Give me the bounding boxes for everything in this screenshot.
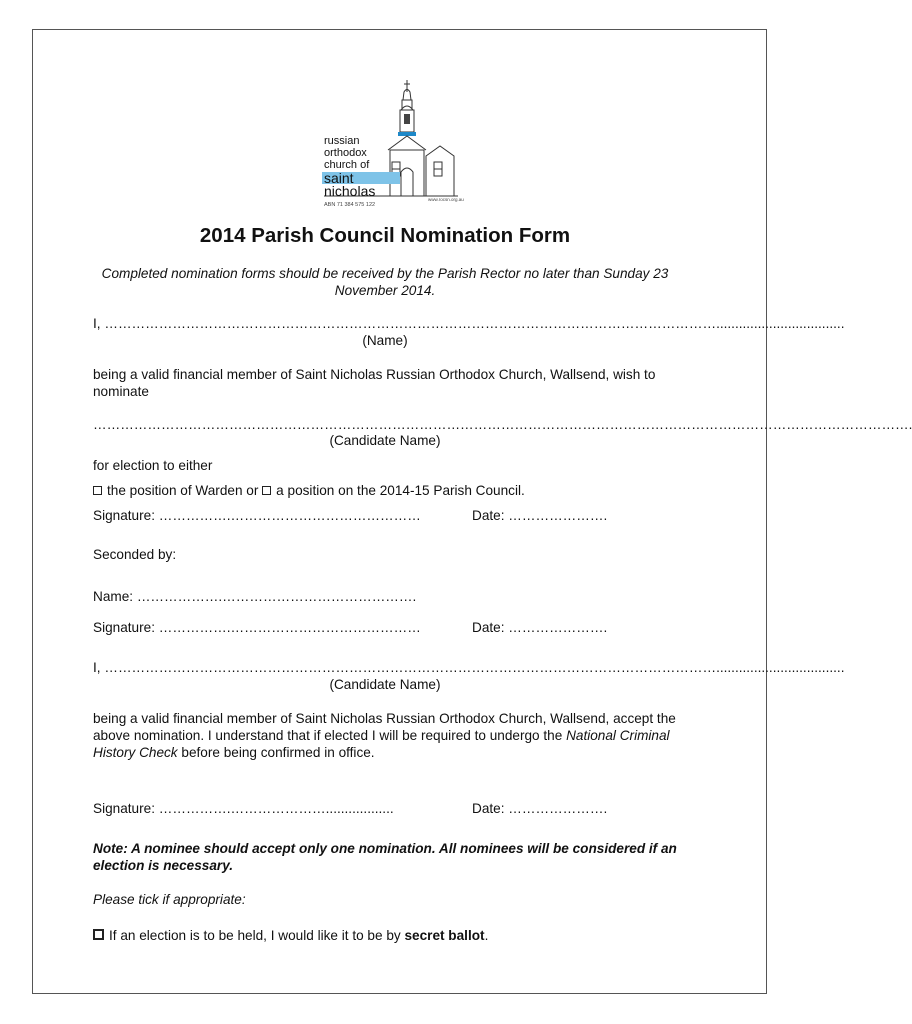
logo-line-church-of: church of [324,159,370,171]
acceptance-candidate-caption: (Candidate Name) [329,677,441,692]
nomination-note: Note: A nominee should accept only one nomination. All nominees will be considered if an election is necessary. [93,841,677,873]
seconder-name-line[interactable]: Name: ……………….……………………………………. [93,589,417,604]
logo-line-saint: saint [324,170,354,186]
secret-ballot-option: If an election is to be held, I would like it to be by secret ballot. [93,927,488,944]
nominator-date-line[interactable]: Date: …………………. [472,508,608,523]
name-caption: (Name) [362,333,408,348]
nominator-name-line[interactable]: I, ……………………………………………………………………………………………………………………….................................. [93,316,845,331]
nominator-signature-line[interactable]: Signature: …………….…………………………………… [93,508,421,523]
seconded-heading: Seconded by: [93,547,177,562]
logo-website: www.rocsn.org.au [428,197,464,202]
warden-checkbox[interactable] [93,486,102,495]
seconder-signature-line[interactable]: Signature: …………….…………………………………… [93,620,421,635]
intro-text: Completed nomination forms should be received by the Parish Rector no later than Sunday 23 November 2014. [101,266,669,298]
logo-line-nicholas: nicholas [324,183,376,199]
church-logo [318,78,466,214]
logo-line-orthodox: orthodox [324,147,367,159]
logo-line-russian: russian [324,135,360,147]
acceptance-name-line[interactable]: I, ……………………………………………………………………………………………………………………….................................. [93,660,845,675]
secret-ballot-checkbox[interactable] [93,929,104,940]
acceptance-signature-line[interactable]: Signature: …………….………………….................. [93,801,394,816]
candidate-name-line[interactable]: ………………………………………………………………………………………………………………………………………………………………. [93,417,912,432]
tick-prompt: Please tick if appropriate: [93,892,246,907]
election-options: the position of Warden or a position on the 2014-15 Parish Council. [93,482,525,499]
acceptance-date-line[interactable]: Date: …………………. [472,801,608,816]
page-title: 2014 Parish Council Nomination Form [199,224,571,247]
seconder-date-line[interactable]: Date: …………………. [472,620,608,635]
nominator-statement: being a valid financial member of Saint Nicholas Russian Orthodox Church, Wallsend, wish to nominate [93,367,656,399]
logo-abn: ABN 71 384 575 122 [324,202,376,208]
election-intro: for election to either [93,458,213,473]
candidate-name-caption: (Candidate Name) [329,433,441,448]
acceptance-statement: being a valid financial member of Saint Nicholas Russian Orthodox Church, Wallsend, accept the above nomination. I understand that if elected I will be required to undergo the National Criminal History Check before being confirmed in office. [93,711,676,760]
council-checkbox[interactable] [262,486,271,495]
